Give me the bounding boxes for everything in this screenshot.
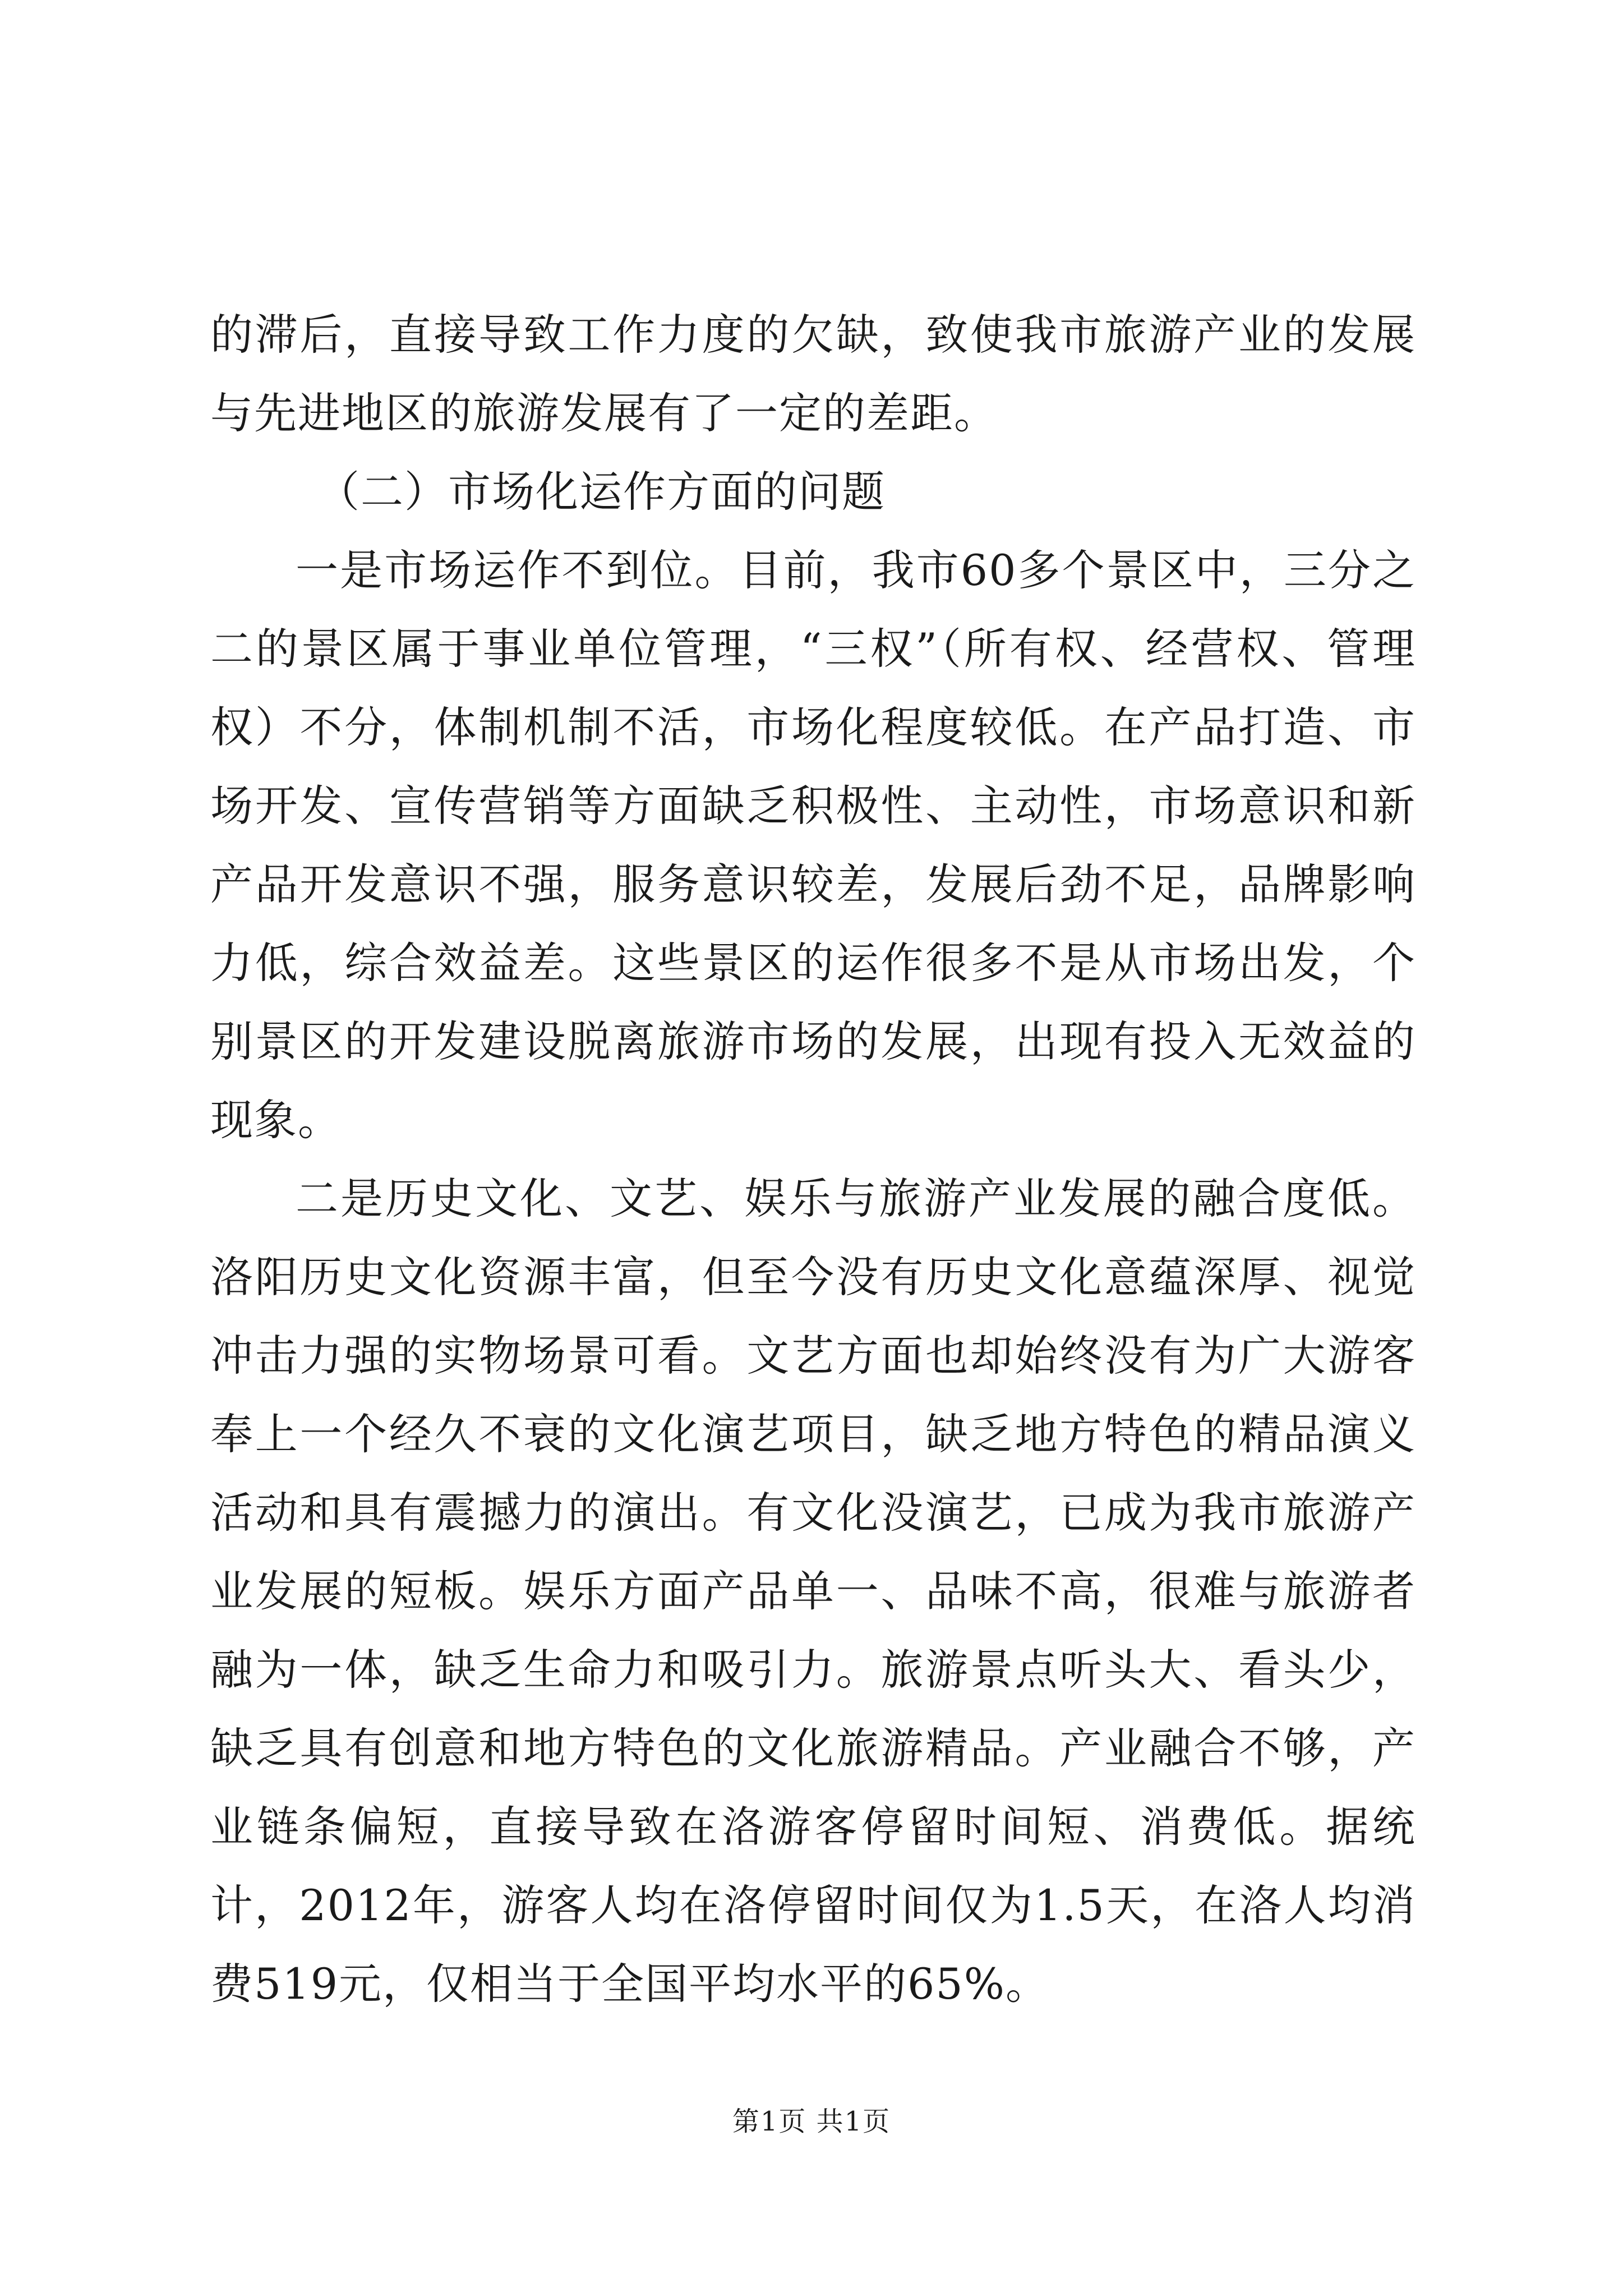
page-footer: 第1页 共1页 bbox=[732, 2106, 891, 2137]
paragraph-culture-integration: 二是历史文化、文艺、娱乐与旅游产业发展的融合度低。洛阳历史文化资源丰富，但至今没有历史文化意蕴深厚、视觉冲击力强的实物场景可看。文艺方面也却始终没有为广大游客奉上一个经久不衰的文化演艺项目，缺乏地方特色的精品演义活动和具有震撼力的演出。有文化没演艺，已成为我市旅游产业发展的短板。娱乐方面产品单一、品味不高，很难与旅游者融为一体，缺乏生命力和吸引力。旅游景点听头大、看头少，缺乏具有创意和地方特色的文化旅游精品。产业融合不够，产业链条偏短，直接导致在洛游客停留时间短、消费低。据统计，2012年，游客人均在洛停留时间仅为1.5天，在洛人均消费519元，仅相当于全国平均水平的65%。 bbox=[210, 1174, 1416, 2009]
paragraph-continuation: 的滞后，直接导致工作力度的欠缺，致使我市旅游产业的发展与先进地区的旅游发展有了一定的差距。 bbox=[210, 310, 1416, 438]
document-body bbox=[210, 296, 1416, 2023]
section-heading: （二）市场化运作方面的问题 bbox=[317, 467, 886, 517]
paragraph-market-operation: 一是市场运作不到位。目前，我市60多个景区中，三分之二的景区属于事业单位管理，“三权”（所有权、经营权、管理权）不分，体制机制不活，市场化程度较低。在产品打造、市场开发、宣传营销等方面缺乏积极性、主动性，市场意识和新产品开发意识不强，服务意识较差，发展后劲不足，品牌影响力低，综合效益差。这些景区的运作很多不是从市场出发，个别景区的开发建设脱离旅游市场的发展，出现有投入无效益的现象。 bbox=[210, 545, 1416, 1145]
